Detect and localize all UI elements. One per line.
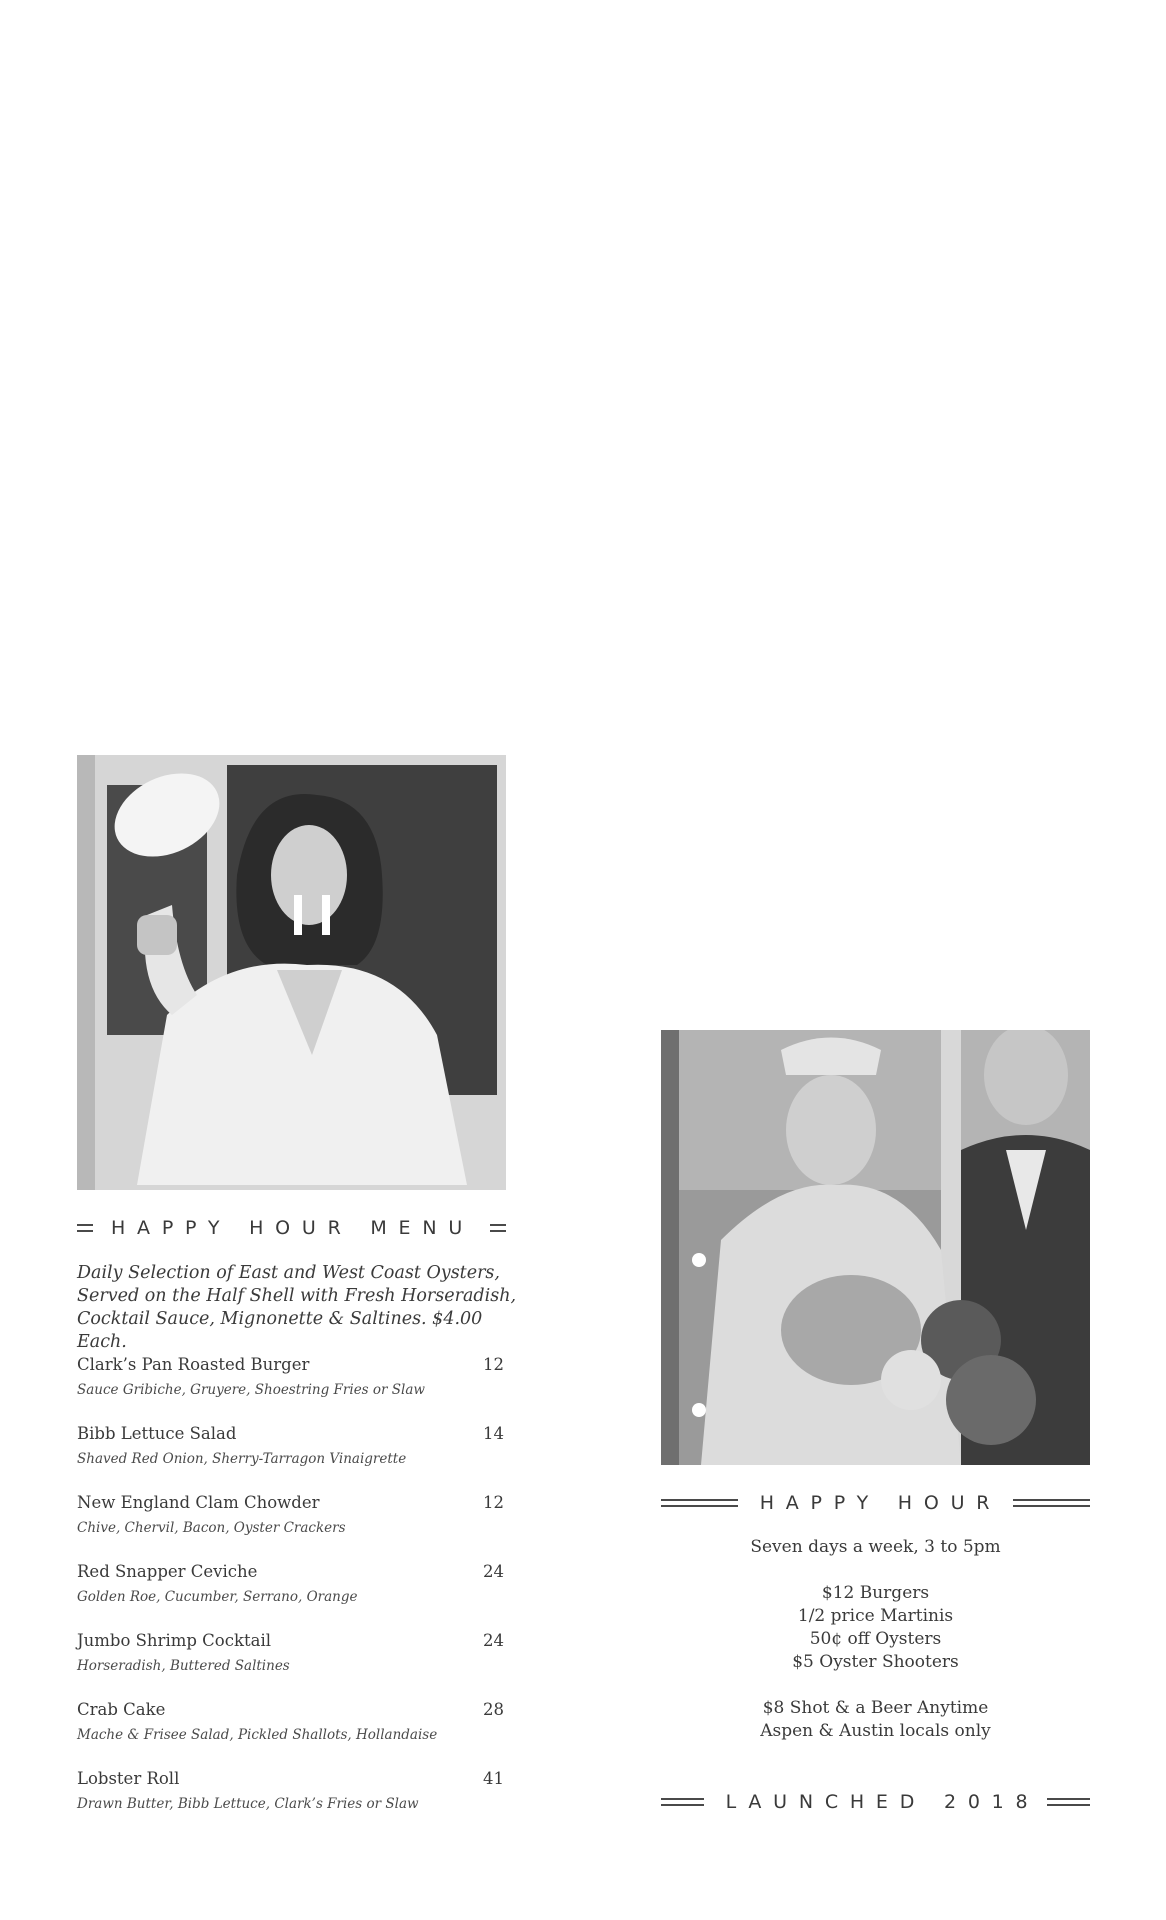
happy-hour-schedule: Seven days a week, 3 to 5pm: [750, 1537, 1001, 1557]
menu-item-description: Golden Roe, Cucumber, Serrano, Orange: [77, 1589, 358, 1605]
happy-hour-heading-text: HAPPY HOUR: [759, 1492, 1002, 1514]
heading-rule-left: [661, 1499, 738, 1507]
menu-item: [77, 1767, 506, 1836]
menu-item-price: 14: [483, 1424, 504, 1443]
special-line: $12 Burgers: [821, 1583, 930, 1603]
menu-item: [77, 1422, 506, 1491]
menu-item-price: 24: [483, 1631, 504, 1650]
menu-item-description: Shaved Red Onion, Sherry-Tarragon Vinaigrette: [77, 1451, 407, 1467]
launched-heading: [661, 1791, 1090, 1813]
menu-item-description: Chive, Chervil, Bacon, Oyster Crackers: [77, 1520, 346, 1536]
heading-rule-left: [661, 1798, 704, 1806]
woman-with-sailor-cap-photo: [77, 755, 506, 1190]
menu-item-price: 12: [483, 1493, 504, 1512]
happy-hour-extras: [661, 1697, 1090, 1743]
menu-item-name: Red Snapper Ceviche: [77, 1562, 258, 1581]
heading-rule-right: [1047, 1798, 1090, 1806]
menu-item: [77, 1560, 506, 1629]
heading-rule-left: [77, 1224, 93, 1232]
heading-rule-right: [1013, 1499, 1090, 1507]
menu-item-name: Jumbo Shrimp Cocktail: [77, 1631, 271, 1650]
happy-hour-specials: [661, 1582, 1090, 1674]
menu-item: [77, 1353, 506, 1422]
menu-item-description: Drawn Butter, Bibb Lettuce, Clark’s Fries or Slaw: [77, 1796, 419, 1812]
menu-item-description: Sauce Gribiche, Gruyere, Shoestring Fries or Slaw: [77, 1382, 425, 1398]
menu-item-name: Lobster Roll: [77, 1769, 180, 1788]
menu-item-price: 24: [483, 1562, 504, 1581]
menu-item-price: 12: [483, 1355, 504, 1374]
photo-left-illustration: [77, 755, 506, 1190]
heading-rule-right: [490, 1224, 506, 1232]
menu-item-description: Horseradish, Buttered Saltines: [77, 1658, 290, 1674]
menu-item-price: 41: [483, 1769, 504, 1788]
menu-item-name: New England Clam Chowder: [77, 1493, 320, 1512]
oyster-intro-line: Daily Selection of East and West Coast Oysters,: [77, 1263, 500, 1283]
happy-hour-heading: [661, 1492, 1090, 1514]
menu-heading-text: HAPPY HOUR MENU: [110, 1217, 475, 1239]
special-line: $5 Oyster Shooters: [792, 1652, 959, 1672]
special-line: 50¢ off Oysters: [809, 1629, 942, 1649]
special-line: 1/2 price Martinis: [797, 1606, 954, 1626]
menu-item: [77, 1491, 506, 1560]
menu-item: [77, 1698, 506, 1767]
launched-heading-text: LAUNCHED 2018: [725, 1791, 1040, 1813]
oyster-intro-line: Cocktail Sauce, Mignonette & Saltines. $4.00 Each.: [77, 1309, 483, 1352]
menu-item-name: Bibb Lettuce Salad: [77, 1424, 237, 1443]
photo-right-illustration: [661, 1030, 1090, 1465]
menu-item-price: 28: [483, 1700, 504, 1719]
menu-item-list: [77, 1353, 506, 1836]
extra-line: Aspen & Austin locals only: [760, 1721, 991, 1741]
menu-item-description: Mache & Frisee Salad, Pickled Shallots, Hollandaise: [77, 1727, 438, 1743]
menu-item-name: Clark’s Pan Roasted Burger: [77, 1355, 310, 1374]
happy-hour-schedule-block: [661, 1536, 1090, 1559]
extra-line: $8 Shot & a Beer Anytime: [762, 1698, 989, 1718]
menu-item-name: Crab Cake: [77, 1700, 166, 1719]
happy-hour-details: [661, 1536, 1090, 1766]
menu-item: [77, 1629, 506, 1698]
oyster-intro-line: Served on the Half Shell with Fresh Horseradish,: [77, 1286, 517, 1306]
happy-hour-menu-heading: [77, 1217, 506, 1239]
oyster-intro: [77, 1262, 517, 1354]
woman-with-flowers-photo: [661, 1030, 1090, 1465]
